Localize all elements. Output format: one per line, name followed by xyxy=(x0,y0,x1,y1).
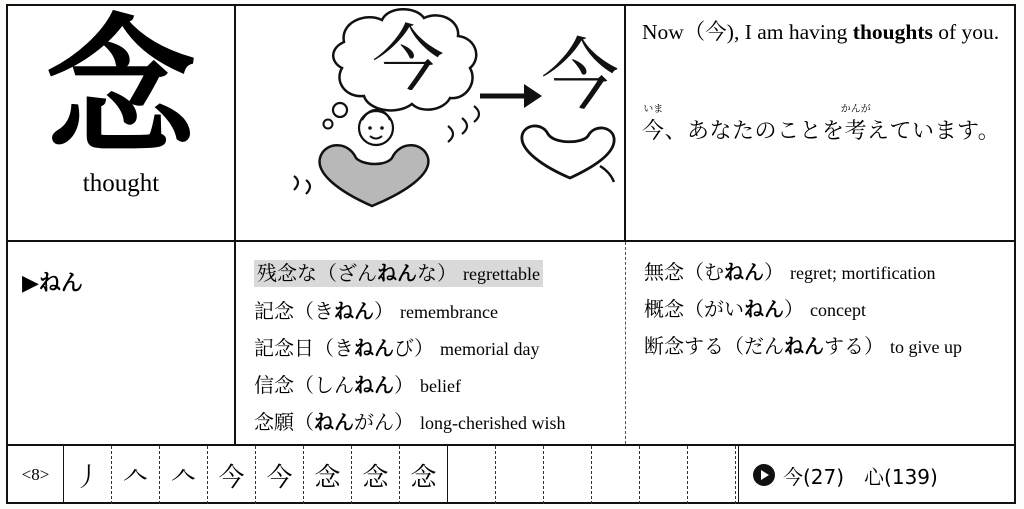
vocab-jp-tail: ） xyxy=(764,260,784,284)
english-sentence-part1: Now（今), I am having xyxy=(642,20,853,44)
japanese-text-2: 、あなたのことを xyxy=(664,119,845,144)
stroke-practice-cell xyxy=(592,446,640,504)
reference-cell xyxy=(738,446,1014,504)
stroke-practice-cell xyxy=(496,446,544,504)
japanese-sentence xyxy=(642,104,1001,145)
vocab-en: long-cherished wish xyxy=(420,413,566,433)
japanese-text-3: 考 xyxy=(844,119,868,144)
vocabulary-column-right xyxy=(626,242,1014,444)
stroke-step-6: 念 xyxy=(304,446,352,504)
vocab-en: to give up xyxy=(890,337,962,357)
vocab-entry-3 xyxy=(254,336,539,361)
vocab-entry-4 xyxy=(254,373,461,398)
vocab-jp-tail: な） xyxy=(417,261,457,285)
vocab-row xyxy=(254,260,625,299)
vocab-row xyxy=(644,297,1014,334)
vocab-kana: ねん xyxy=(334,299,374,323)
vocab-entry-1 xyxy=(254,260,543,287)
stroke-practice-cell xyxy=(688,446,736,504)
reading-cell xyxy=(8,242,236,444)
vocab-jp-tail: する） xyxy=(824,334,884,358)
furigana-3: かんが xyxy=(840,104,871,115)
vocab-kana: ねん xyxy=(724,260,764,284)
vocab-row xyxy=(254,336,625,373)
stroke-count-index: <8> xyxy=(8,446,64,504)
vocab-jp-tail: び） xyxy=(394,336,434,360)
vocab-jp: 記念（き xyxy=(254,299,334,323)
vocab-entry-2 xyxy=(254,299,498,324)
kanji-meaning: thought xyxy=(82,169,160,197)
reference-text: 今(27) 心(139) xyxy=(783,464,938,489)
japanese-text-1: 今 xyxy=(642,119,665,144)
vocab-en: concept xyxy=(810,300,866,320)
vocabulary-band xyxy=(8,242,1014,446)
stroke-order-band xyxy=(8,446,1014,504)
vocab-entry-7 xyxy=(644,297,866,322)
english-translation-cell xyxy=(626,6,1014,240)
vocab-jp-tail: がん） xyxy=(354,410,414,434)
vocab-row xyxy=(644,260,1014,297)
vocab-entry-6 xyxy=(644,260,935,285)
kanji-reading: ▶ねん xyxy=(22,271,83,296)
japanese-segment-3 xyxy=(840,104,871,145)
vocab-entry-8 xyxy=(644,334,962,359)
mnemonic-drawing xyxy=(236,6,626,238)
stroke-practice-cell xyxy=(544,446,592,504)
kanji-character: 念 xyxy=(45,0,196,176)
vocab-jp: 概念（がい xyxy=(644,297,744,321)
stroke-cells xyxy=(64,446,738,504)
vocab-jp-tail: ） xyxy=(784,297,804,321)
vocab-jp: 断念する（だん xyxy=(644,334,784,358)
vocab-kana: ねん xyxy=(354,336,394,360)
svg-text:今: 今 xyxy=(540,31,620,121)
stroke-step-4: 今 xyxy=(208,446,256,504)
svg-text:今: 今 xyxy=(371,17,445,101)
vocab-en: regrettable xyxy=(463,264,540,284)
stroke-practice-cell xyxy=(448,446,496,504)
kanji-cell xyxy=(8,0,236,240)
vocab-en: memorial day xyxy=(440,339,540,359)
vocab-row xyxy=(644,334,1014,371)
vocab-kana: ねん xyxy=(784,334,824,358)
english-sentence-bold: thoughts xyxy=(852,20,933,44)
stroke-step-3: 𠆢 xyxy=(160,446,208,504)
vocab-kana: ねん xyxy=(314,410,354,434)
vocab-en: remembrance xyxy=(400,302,498,322)
vocab-row xyxy=(254,410,625,447)
vocab-jp: 念願（ xyxy=(254,410,314,434)
vocab-en: belief xyxy=(420,376,461,396)
stroke-practice-cell xyxy=(640,446,688,504)
vocab-kana: ねん xyxy=(354,373,394,397)
vocab-jp-tail: ） xyxy=(374,299,394,323)
japanese-text-4: えています。 xyxy=(867,119,1001,144)
furigana-1: いま xyxy=(643,104,664,115)
vocab-row xyxy=(254,299,625,336)
vocab-jp-tail: ） xyxy=(394,373,414,397)
stroke-step-2: 𠆢 xyxy=(112,446,160,504)
english-sentence-part2: of you. xyxy=(932,20,1000,44)
vocab-kana: ねん xyxy=(377,261,417,285)
stroke-step-7: 念 xyxy=(352,446,400,504)
vocab-jp: 残念な（ざん xyxy=(257,261,377,285)
stroke-step-1: 丿 xyxy=(64,446,112,504)
entry-frame xyxy=(6,0,1016,504)
vocab-jp: 記念日（き xyxy=(254,336,354,360)
vocab-kana: ねん xyxy=(744,297,784,321)
vocab-en: regret; mortification xyxy=(790,263,936,283)
stroke-step-5: 今 xyxy=(256,446,304,504)
stroke-step-8: 念 xyxy=(400,446,448,504)
vocab-jp: 無念（む xyxy=(644,260,724,284)
top-band xyxy=(8,0,1014,242)
english-sentence xyxy=(642,18,1000,47)
vocab-row xyxy=(254,373,625,410)
japanese-segment-1 xyxy=(642,104,665,145)
mnemonic-illustration-cell xyxy=(236,6,626,240)
vocab-entry-5 xyxy=(254,410,565,435)
play-icon xyxy=(753,464,775,486)
vocab-jp: 信念（しん xyxy=(254,373,354,397)
vocabulary-column-left xyxy=(236,242,626,444)
